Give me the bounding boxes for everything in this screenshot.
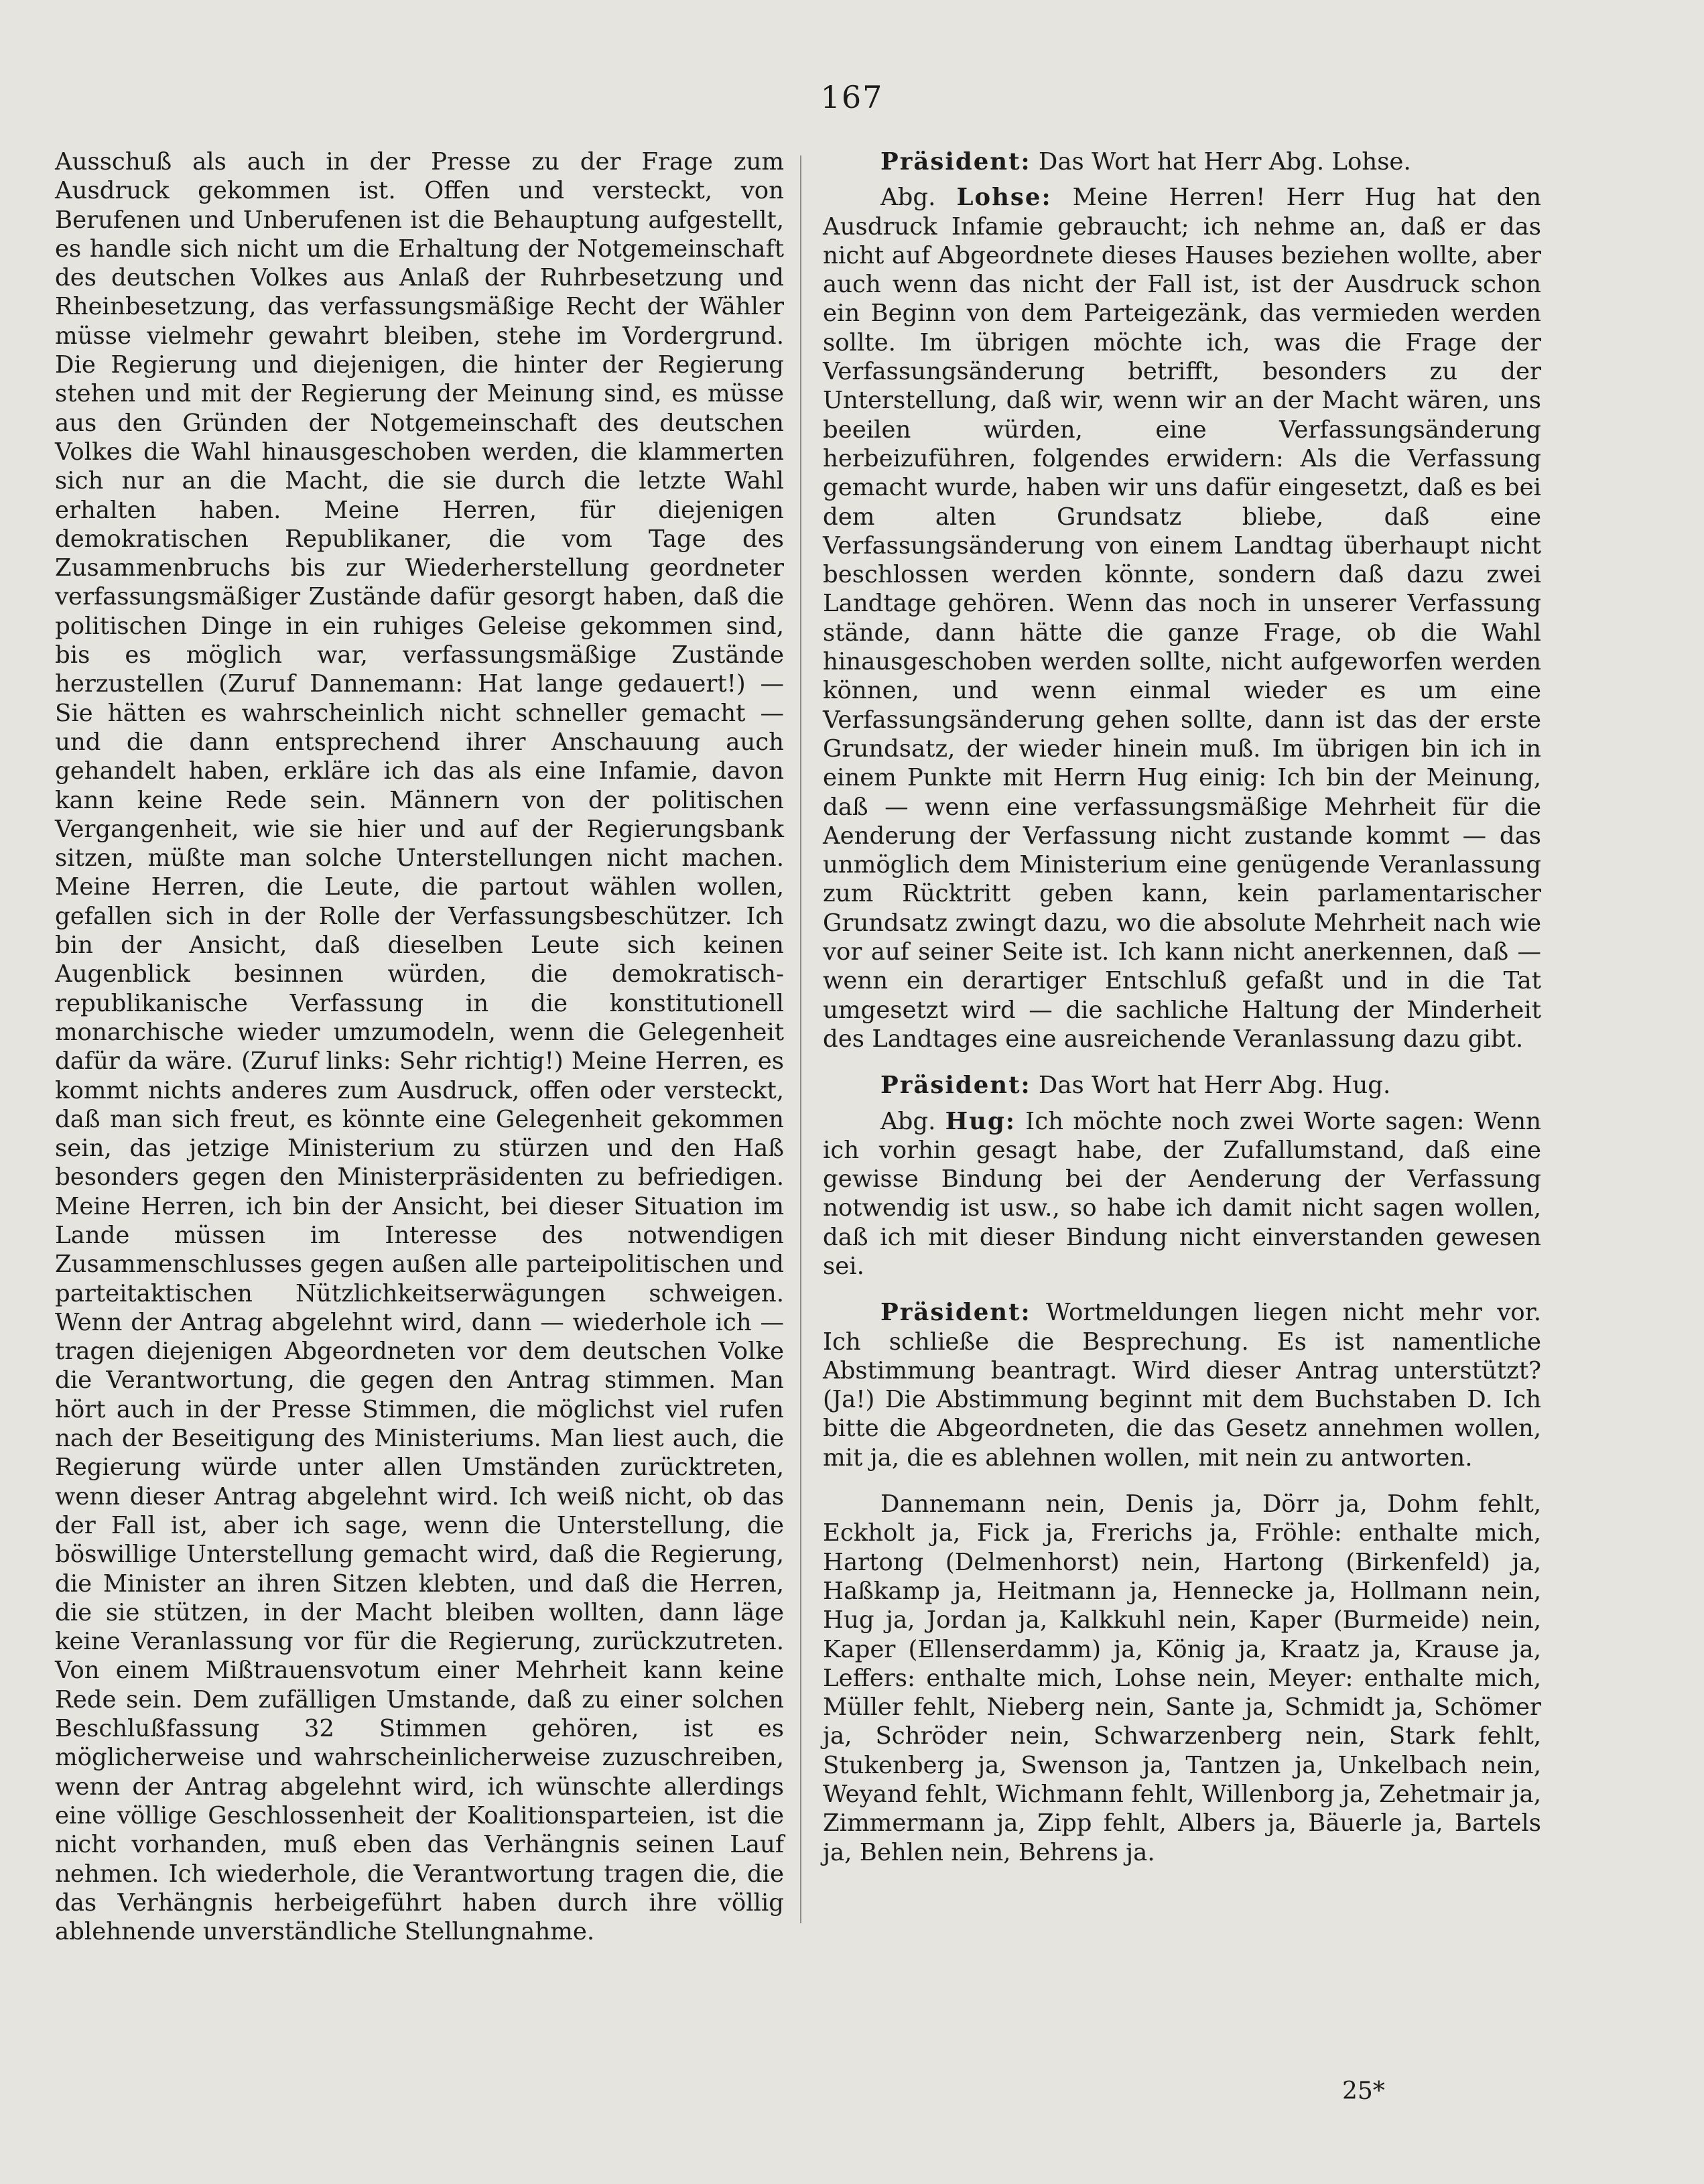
speech-text: Wortmeldungen liegen nicht mehr vor. Ich schließe die Besprechung. Es ist namentliche Abstimmung beantragt. Wird dieser Antrag unterstützt? (Ja!) Die Abstimmung beginnt mit dem Buchstaben D. Ich bitte die Abgeordneten, die das Gesetz annehmen wollen, mit ja, die es ablehnen wollen, mit nein zu antworten. [823,1299,1541,1472]
speech-lohse [823,183,1541,1053]
speech-president-3 [823,1298,1541,1472]
speaker-label: Präsident: [880,1072,1031,1100]
speaker-label: Hug: [945,1107,1016,1135]
speaker-prefix: Abg. [880,184,957,212]
speech-text: Das Wort hat Herr Abg. Lohse. [1031,148,1411,176]
speech-text: Das Wort hat Herr Abg. Hug. [1031,1072,1391,1100]
speaker-prefix: Abg. [880,1107,945,1135]
speaker-label: Präsident: [880,1299,1031,1327]
left-column [55,147,784,1946]
vote-list: Dannemann nein, Denis ja, Dörr ja, Dohm fehlt, Eckholt ja, Fick ja, Frerichs ja, Fröhle: enthalte mich, Hartong (Delmenhorst) nein, Hartong (Birkenfeld) ja, Haßkamp ja, Heitmann ja, Hennecke ja, Hollmann nein, Hug ja, Jordan ja, Kalkkuhl nein, Kaper (Burmeide) nein, Kaper (Ellenserdamm) ja, König ja, Kraatz ja, Krause ja, Leffers: enthalte mich, Lohse nein, Meyer: enthalte mich, Müller fehlt, Nieberg nein, Sante ja, Schmidt ja, Schömer ja, Schröder nein, Schwarzenberg nein, Stark fehlt, Stukenberg ja, Swenson ja, Tantzen ja, Unkelbach nein, Weyand fehlt, Wichmann fehlt, Willenborg ja, Zehetmair ja, Zimmermann ja, Zipp fehlt, Albers ja, Bäuerle ja, Bartels ja, Behlen nein, Behrens ja. [823,1490,1541,1866]
right-column [823,147,1541,1867]
speech-text: Meine Herren! Herr Hug hat den Ausdruck Infamie gebraucht; ich nehme an, daß er das nicht auf Abgeordnete dieses Hauses beziehen wollte, aber auch wenn das nicht der Fall ist, ist der Ausdruck schon ein Beginn von dem Parteigezänk, das vermieden werden sollte. Im übrigen möchte ich, was die Frage der Verfassungsänderung betrifft, besonders zu der Unterstellung, daß wir, wenn wir an der Macht wären, uns beeilen würden, eine Verfassungsänderung herbeizuführen, folgendes erwidern: Als die Verfassung gemacht wurde, haben wir uns dafür eingesetzt, daß es bei dem alten Grundsatz bliebe, daß eine Verfassungsänderung von einem Landtag überhaupt nicht beschlossen werden könnte, sondern daß dazu zwei Landtage gehören. Wenn das noch in unserer Verfassung stände, dann hätte die ganze Frage, ob die Wahl hinausgeschoben werden sollte, nicht aufgeworfen werden können, und wenn einmal wieder es um eine Verfassungsänderung gehen sollte, dann ist das der erste Grundsatz, der wieder hinein muß. Im übrigen bin ich in einem Punkte mit Herrn Hug einig: Ich bin der Meinung, daß — wenn eine verfassungsmäßige Mehrheit für die Aenderung der Verfassung nicht zustande kommt — das unmöglich dem Ministerium eine genügende Veranlassung zum Rücktritt geben kann, kein parlamentarischer Grundsatz zwingt dazu, wo die absolute Mehrheit nach wie vor auf seiner Seite ist. Ich kann nicht anerkennen, daß — wenn ein derartiger Entschluß gefaßt und in die Tat umgesetzt wird — die sachliche Haltung der Minderheit des Landtages eine ausreichende Veranlassung dazu gibt. [823,184,1542,1053]
speaker-label: Präsident: [880,148,1031,176]
speaker-label: Lohse: [956,184,1052,212]
speech-hug [823,1107,1541,1281]
speech-president-1 [823,147,1541,176]
signature-mark: 25* [1342,2077,1385,2105]
column-divider [800,155,801,1923]
speech-text: Ich möchte noch zwei Worte sagen: Wenn ich vorhin gesagt habe, der Zufallumstand, daß eine gewisse Bindung bei der Aenderung der Verfassung notwendig ist usw., so habe ich damit nicht sagen wollen, daß ich mit dieser Bindung nicht einverstanden gewesen sei. [823,1107,1542,1280]
page-number: 167 [820,79,884,115]
speech-president-2 [823,1071,1541,1100]
left-column-text: Ausschuß als auch in der Presse zu der Frage zum Ausdruck gekommen ist. Offen und versteckt, von Berufenen und Unberufenen ist die Behauptung aufgestellt, es handle sich nicht um die Erhaltung der Notgemeinschaft des deutschen Volkes aus Anlaß der Ruhrbesetzung und Rheinbesetzung, das verfassungsmäßige Recht der Wähler müsse vielmehr gewahrt bleiben, stehe im Vordergrund. Die Regierung und diejenigen, die hinter der Regierung stehen und mit der Regierung der Meinung sind, es müsse aus den Gründen der Notgemeinschaft des deutschen Volkes die Wahl hinausgeschoben werden, die klammerten sich nur an die Macht, die sie durch die letzte Wahl erhalten haben. Meine Herren, für diejenigen demokratischen Republikaner, die vom Tage des Zusammenbruchs bis zur Wiederherstellung geordneter verfassungsmäßiger Zustände dafür gesorgt haben, daß die politischen Dinge in ein ruhiges Geleise gekommen sind, bis es möglich war, verfassungsmäßige Zustände herzustellen (Zuruf Dannemann: Hat lange gedauert!) — Sie hätten es wahrscheinlich nicht schneller gemacht — und die dann entsprechend ihrer Anschauung auch gehandelt haben, erkläre ich das als eine Infamie, davon kann keine Rede sein. Männern von der politischen Vergangenheit, wie sie hier und auf der Regierungsbank sitzen, müßte man solche Unterstellungen nicht machen. Meine Herren, die Leute, die partout wählen wollen, gefallen sich in der Rolle der Verfassungsbeschützer. Ich bin der Ansicht, daß dieselben Leute sich keinen Augenblick besinnen würden, die demokratisch-republikanische Verfassung in die konstitutionell monarchische wieder umzumodeln, wenn die Gelegenheit dafür da wäre. (Zuruf links: Sehr richtig!) Meine Herren, es kommt nichts anderes zum Ausdruck, offen oder versteckt, daß man sich freut, es könnte eine Gelegenheit gekommen sein, das jetzige Ministerium zu stürzen und den Haß besonders gegen den Ministerpräsidenten zu befriedigen. Meine Herren, ich bin der Ansicht, bei dieser Situation im Lande müssen im Interesse des notwendigen Zusammenschlusses gegen außen alle parteipolitischen und parteitaktischen Nützlichkeitserwägungen schweigen. Wenn der Antrag abgelehnt wird, dann — wiederhole ich — tragen diejenigen Abgeordneten vor dem deutschen Volke die Verantwortung, die gegen den Antrag stimmen. Man hört auch in der Presse Stimmen, die möglichst viel rufen nach der Beseitigung des Ministeriums. Man liest auch, die Regierung würde unter allen Umständen zurücktreten, wenn dieser Antrag abgelehnt wird. Ich weiß nicht, ob das der Fall ist, aber ich sage, wenn die Unterstellung, die böswillige Unterstellung gemacht wird, daß die Regierung, die Minister an ihren Sitzen klebten, und daß die Herren, die sie stützen, in der Macht bleiben wollten, dann läge keine Veranlassung vor für die Regierung, zurückzutreten. Von einem Mißtrauensvotum einer Mehrheit kann keine Rede sein. Dem zufälligen Umstande, daß zu einer solchen Beschlußfassung 32 Stimmen gehören, ist es möglicherweise und wahrscheinlicherweise zuzuschreiben, wenn der Antrag abgelehnt wird, ich wünschte allerdings eine völlige Geschlossenheit der Koalitionsparteien, ist die nicht vorhanden, muß eben das Verhängnis seinen Lauf nehmen. Ich wiederhole, die Verantwortung tragen die, die das Verhängnis herbeigeführt haben durch ihre völlig ablehnende unverständliche Stellungnahme. [55,148,784,1946]
